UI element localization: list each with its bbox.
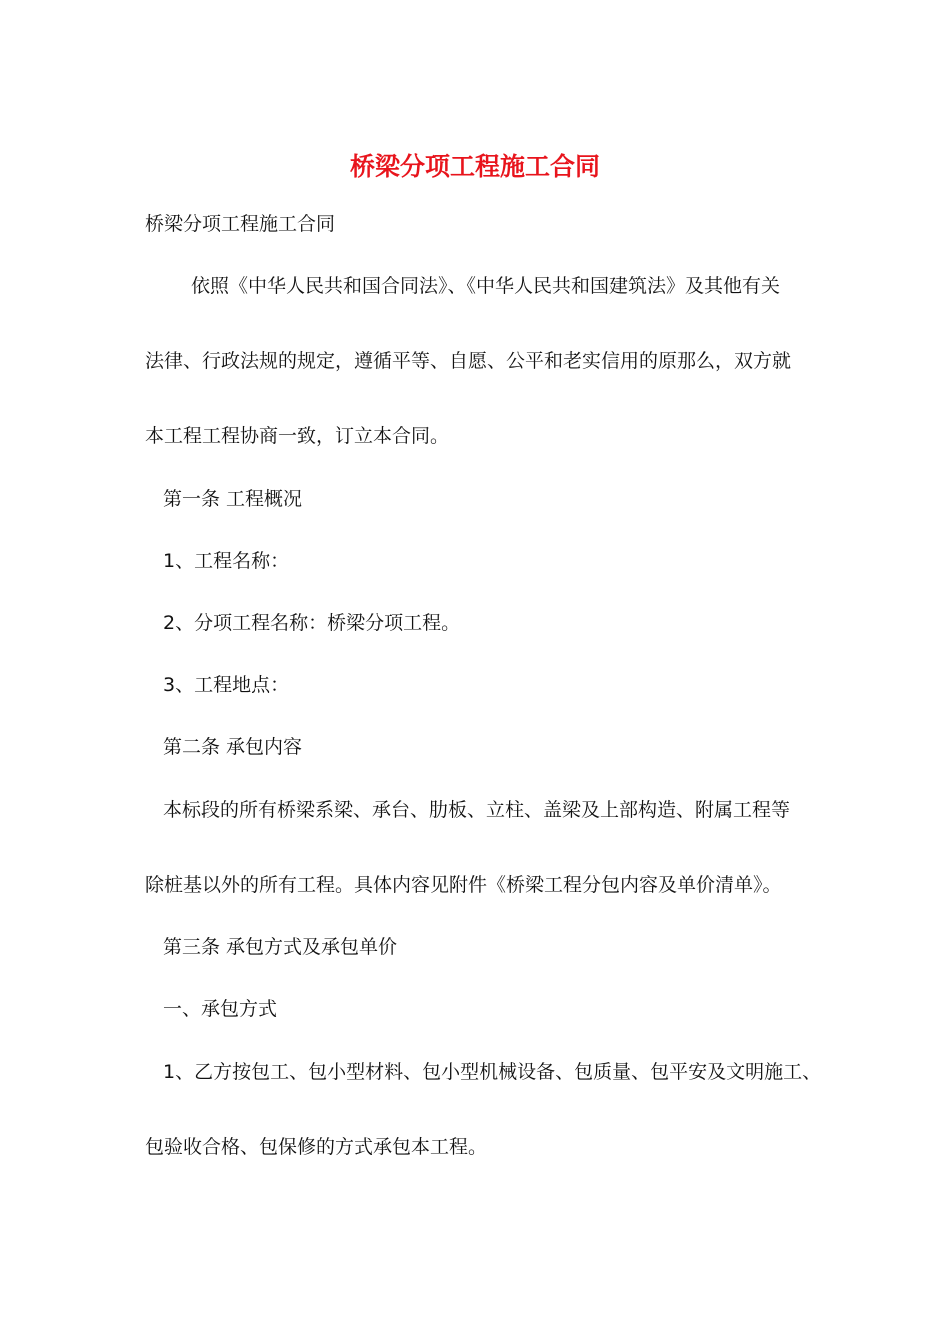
subsection-heading: 一、承包方式 — [163, 998, 278, 1020]
list-item: 1、工程名称： — [163, 550, 290, 572]
section-heading: 第二条 承包内容 — [163, 736, 303, 758]
paragraph-line: 法律、行政法规的规定，遵循平等、自愿、公平和老实信用的原那么，双方就 — [145, 350, 792, 372]
section-heading: 第一条 工程概况 — [163, 488, 303, 510]
paragraph-line: 除桩基以外的所有工程。具体内容见附件《桥梁工程分包内容及单价清单》。 — [145, 874, 782, 896]
subtitle-line: 桥梁分项工程施工合同 — [145, 213, 336, 235]
section-heading: 第三条 承包方式及承包单价 — [163, 936, 398, 958]
list-item: 2、分项工程名称：桥梁分项工程。 — [163, 612, 461, 634]
paragraph-line: 1、乙方按包工、包小型材料、包小型机械设备、包质量、包平安及文明施工、 — [163, 1061, 822, 1083]
list-item: 3、工程地点： — [163, 674, 290, 696]
paragraph-line: 本标段的所有桥梁系梁、承台、肋板、立柱、盖梁及上部构造、附属工程等 — [163, 799, 791, 821]
paragraph-line: 包验收合格、包保修的方式承包本工程。 — [145, 1136, 488, 1158]
paragraph-line: 本工程工程协商一致，订立本合同。 — [145, 425, 450, 447]
paragraph-line: 依照《中华人民共和国合同法》、《中华人民共和国建筑法》及其他有关 — [191, 275, 781, 297]
document-title: 桥梁分项工程施工合同 — [349, 152, 600, 181]
